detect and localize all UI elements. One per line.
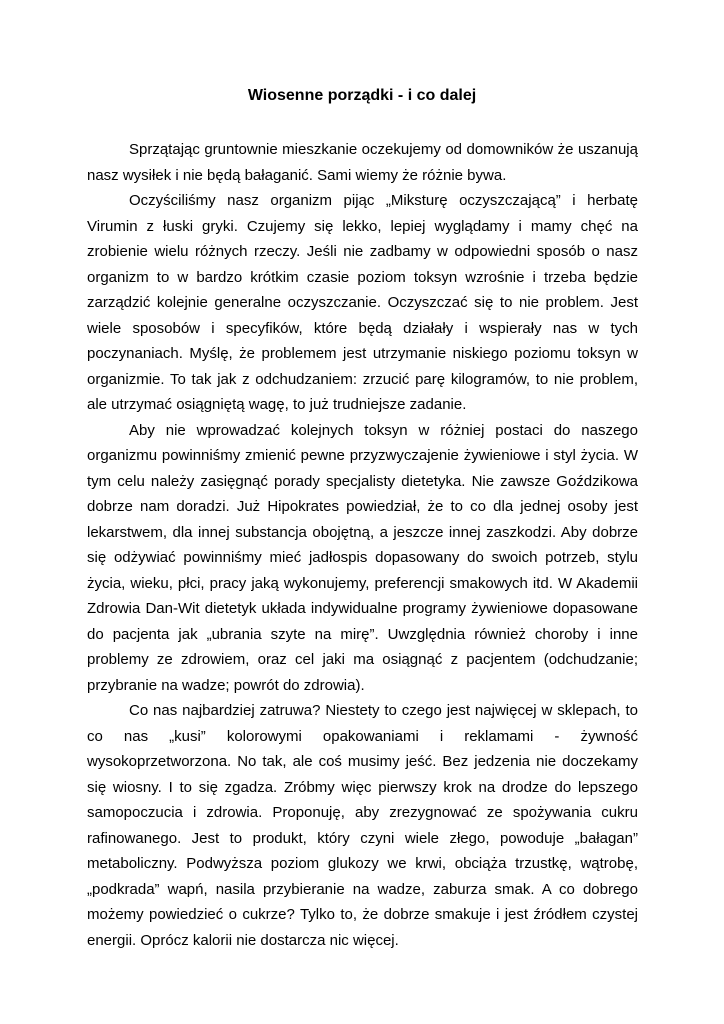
paragraph: Oczyściliśmy nasz organizm pijąc „Miksturę oczyszczającą” i herbatę Virumin z łuski gryki. Czujemy się lekko, lepiej wyglądamy i mamy chęć na zrobienie wielu różnych rzeczy. Jeśli nie zadbamy w odpowiedni sposób o nasz organizm to w bardzo krótkim czasie poziom toksyn wzrośnie i trzeba będzie zarządzić kolejnie generalne oczyszczanie. Oczyszczać się to nie problem. Jest wiele sposobów i specyfików, które będą działały i wspierały nas w tych poczynaniach. Myślę, że problemem jest utrzymanie niskiego poziomu toksyn w organizmie. To tak jak z odchudzaniem: zrzucić parę kilogramów, to nie problem, ale utrzymać osiągniętą wagę, to już trudniejsze zadanie. — [87, 192, 638, 413]
paragraph: Aby nie wprowadzać kolejnych toksyn w różniej postaci do naszego organizmu powinniśmy zmienić pewne przyzwyczajenie żywieniowe i styl życia. W tym celu należy zasięgnąć porady specjalisty dietetyka. Nie zawsze Goździkowa dobrze nam doradzi. Już Hipokrates powiedział, że to co dla jednej osoby jest lekarstwem, dla innej substancja obojętną, a jeszcze innej zaszkodzi. Aby dobrze się odżywiać powinniśmy mieć jadłospis dopasowany do swoich potrzeb, stylu życia, wieku, płci, pracy jaką wykonujemy, preferencji smakowych itd. W Akademii Zdrowia Dan-Wit dietetyk układa indywidualne programy żywieniowe dopasowane do pacjenta jak „ubrania szyte na mirę”. Uwzględnia również choroby i inne problemy ze zdrowiem, oraz cel jaki ma osiągnąć z pacjentem (odchudzanie; przybranie na wadze; powrót do zdrowia). — [87, 421, 638, 694]
document-body — [87, 137, 638, 953]
paragraph: Co nas najbardziej zatruwa? Niestety to czego jest najwięcej w sklepach, to co nas „kusi” kolorowymi opakowaniami i reklamami - żywność wysokoprzetworzona. No tak, ale coś musimy jeść. Bez jedzenia nie doczekamy się wiosny. I to się zgadza. Zróbmy więc pierwszy krok na drodze do lepszego samopoczucia i zdrowia. Proponuję, aby zrezygnować ze spożywania cukru rafinowanego. Jest to produkt, który czyni wiele złego, powoduje „bałagan” metaboliczny. Podwyższa poziom glukozy we krwi, obciąża trzustkę, wątrobę, „podkrada” wapń, nasila przybieranie na wadze, zaburza smak. A co dobrego możemy powiedzieć o cukrze? Tylko to, że dobrze smakuje i jest źródłem czystej energii. Oprócz kalorii nie dostarcza nic więcej. — [87, 702, 638, 949]
document-title: Wiosenne porządki - i co dalej — [247, 87, 477, 104]
paragraph: Sprzątając gruntownie mieszkanie oczekujemy od domowników że uszanują nasz wysiłek i nie będą bałaganić. Sami wiemy że różnie bywa. — [87, 141, 638, 184]
